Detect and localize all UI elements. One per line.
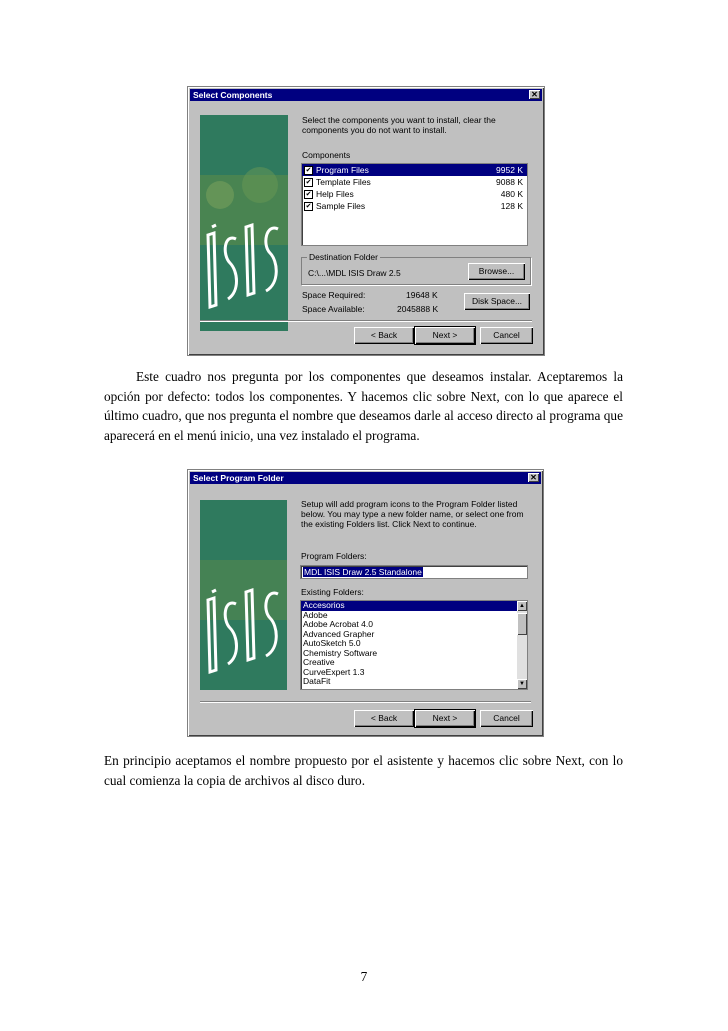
select-program-folder-dialog xyxy=(187,469,544,737)
space-required-label: Space Required: xyxy=(302,290,366,300)
component-size: 9088 K xyxy=(496,177,523,187)
list-item[interactable]: Adobe xyxy=(303,609,328,620)
space-available-value: 2045888 K xyxy=(397,304,439,314)
checkbox-checked-icon[interactable]: ✔ xyxy=(305,191,312,199)
components-intro-text: Select the components you want to install, clear the components you do not want to install. xyxy=(302,115,496,135)
program-folder-intro-text: Setup will add program icons to the Program Folder listed below. You may type a new folder name, or select one from the existing Folders list. Click Next to continue. xyxy=(301,499,524,529)
existing-folders-label: Existing Folders: xyxy=(301,587,364,597)
list-item[interactable]: CurveExpert 1.3 xyxy=(303,666,365,677)
list-item[interactable]: Accesorios xyxy=(301,601,527,611)
program-folders-label: Program Folders: xyxy=(301,551,367,561)
back-button[interactable]: < Back xyxy=(354,327,414,344)
component-row[interactable] xyxy=(302,164,527,176)
next-button[interactable]: Next > xyxy=(415,710,475,727)
scrollbar-thumb[interactable] xyxy=(517,613,527,635)
cancel-button[interactable]: Cancel xyxy=(480,710,533,727)
components-list[interactable] xyxy=(301,163,528,246)
program-folder-input-value: MDL ISIS Draw 2.5 Standalone xyxy=(304,567,422,577)
destination-folder-title: Destination Folder xyxy=(309,252,378,262)
scroll-down-arrow-icon[interactable]: ▼ xyxy=(517,679,527,689)
list-item[interactable]: Adobe Acrobat 4.0 xyxy=(303,619,373,629)
component-size: 9952 K xyxy=(496,165,523,175)
body-paragraph-2: En principio aceptamos el nombre propuesto por el asistente y hacemos clic sobre Next, con lo cual comienza la copia de archivos al disco duro. xyxy=(104,753,623,788)
component-name: Template Files xyxy=(316,177,371,187)
vertical-scrollbar[interactable] xyxy=(517,601,527,689)
component-row[interactable] xyxy=(302,176,527,188)
destination-folder-group xyxy=(301,252,531,285)
list-item[interactable]: AutoSketch 5.0 xyxy=(303,638,361,648)
cancel-button[interactable]: Cancel xyxy=(480,327,533,344)
space-required-value: 19648 K xyxy=(406,290,438,300)
close-icon[interactable]: ✕ xyxy=(529,90,540,99)
body-paragraph-1 xyxy=(104,367,623,445)
component-size: 128 K xyxy=(500,201,523,211)
list-item[interactable]: DataFit xyxy=(303,676,331,686)
component-name: Program Files xyxy=(316,165,369,175)
isis-logo-graphic xyxy=(200,500,287,690)
isis-logo-image xyxy=(200,115,288,331)
checkbox-checked-icon[interactable]: ✔ xyxy=(305,203,312,211)
scroll-up-arrow-icon[interactable]: ▲ xyxy=(517,601,527,611)
select-components-dialog xyxy=(187,86,545,356)
separator xyxy=(200,320,532,322)
destination-path: C:\...\MDL ISIS Draw 2.5 xyxy=(308,268,401,278)
list-item[interactable]: Chemistry Software xyxy=(303,647,378,658)
close-icon[interactable]: ✕ xyxy=(528,473,539,482)
paragraph-1-text: Este cuadro nos pregunta por los componentes que deseamos instalar. Aceptaremos la opción por defecto: todos los componentes. Y hacemos clic sobre Next, con lo que aparece el último cuadro, que nos pregunta el nombre que deseamos darle al acceso directo al programa que aparecerá en el menú inicio, una vez instalado el programa. xyxy=(104,369,623,443)
dialog-title: Select Components xyxy=(193,90,273,100)
dialog-title: Select Program Folder xyxy=(193,473,284,483)
dialog-titlebar[interactable] xyxy=(190,472,541,484)
dialog-titlebar[interactable] xyxy=(190,89,542,101)
list-item[interactable]: Advanced Grapher xyxy=(303,628,375,639)
page-number: 7 xyxy=(360,969,368,984)
back-button[interactable]: < Back xyxy=(354,710,414,727)
next-button[interactable]: Next > xyxy=(415,327,475,344)
separator xyxy=(200,701,531,703)
component-name: Help Files xyxy=(316,189,354,199)
checkbox-checked-icon[interactable]: ✔ xyxy=(305,167,312,175)
program-folder-input[interactable] xyxy=(300,565,528,579)
component-name: Sample Files xyxy=(316,201,366,211)
existing-folders-list[interactable] xyxy=(300,600,528,690)
components-label: Components xyxy=(302,150,351,160)
checkbox-checked-icon[interactable]: ✔ xyxy=(305,179,312,187)
disk-space-button[interactable]: Disk Space... xyxy=(464,293,530,310)
browse-button[interactable]: Browse... xyxy=(468,263,525,280)
component-size: 480 K xyxy=(500,189,523,199)
component-row[interactable] xyxy=(302,188,527,200)
component-row[interactable] xyxy=(302,200,527,212)
space-available-label: Space Available: xyxy=(302,304,365,314)
isis-logo-image xyxy=(200,500,287,690)
isis-logo-graphic xyxy=(200,115,288,331)
list-item[interactable]: Creative xyxy=(303,657,335,667)
